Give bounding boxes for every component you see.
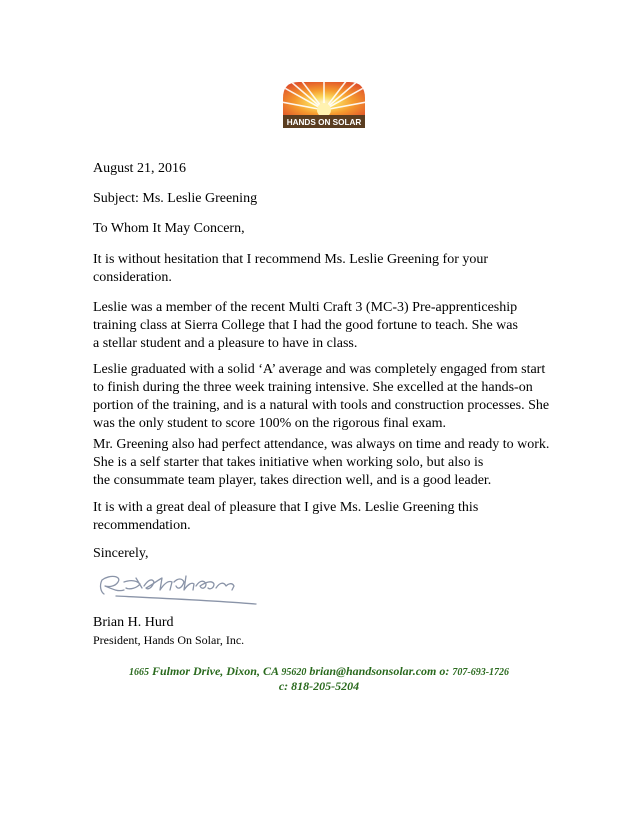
- signer-title: President, Hands On Solar, Inc.: [93, 633, 245, 647]
- paragraph-line: Mr. Greening also had perfect attendance, was always on time and ready to work.: [93, 437, 550, 452]
- street: Fulmor Drive, Dixon, CA: [151, 664, 279, 678]
- hands-on-solar-logo: [281, 80, 367, 129]
- paragraph-line: was the only student to score 100% on the rigorous final exam.: [93, 416, 447, 431]
- paragraph-line: a stellar student and a pleasure to have in class.: [93, 336, 358, 351]
- paragraph-line: It is without hesitation that I recommend Ms. Leslie Greening for your: [93, 252, 489, 267]
- paragraph-3: [93, 361, 549, 433]
- sun-logo-icon: [281, 80, 367, 129]
- letter-date: August 21, 2016: [93, 161, 186, 176]
- paragraph-line: training class at Sierra College that I had the good fortune to teach. She was: [93, 318, 518, 333]
- paragraph-1: [93, 251, 488, 287]
- signer-name: Brian H. Hurd: [93, 615, 174, 630]
- paragraph-line: consideration.: [93, 270, 172, 285]
- paragraph-line: Leslie graduated with a solid ‘A’ average and was completely engaged from start: [93, 362, 546, 377]
- zip: 95620: [281, 667, 307, 678]
- paragraph-line: She is a self starter that takes initiative when working solo, but also is: [93, 455, 484, 470]
- paragraph-2: [93, 299, 518, 353]
- office-phone: 707-693-1726: [452, 667, 510, 678]
- footer-cell: c: 818-205-5204: [278, 679, 360, 693]
- office-label: o:: [439, 664, 450, 678]
- paragraph-line: recommendation.: [93, 518, 191, 533]
- letter-salutation: To Whom It May Concern,: [93, 221, 245, 236]
- letter-closing: Sincerely,: [93, 546, 149, 561]
- paragraph-line: It is with a great deal of pleasure that I give Ms. Leslie Greening this: [93, 500, 479, 515]
- street-number: 1665: [128, 667, 149, 678]
- paragraph-line: to finish during the three week training intensive. She excelled at the hands-on: [93, 380, 533, 395]
- paragraph-line: the consummate team player, takes direction well, and is a good leader.: [93, 473, 492, 488]
- signature: [96, 568, 262, 612]
- logo-text: HANDS ON SOLAR: [286, 118, 362, 127]
- paragraph-5: [93, 499, 478, 535]
- paragraph-line: portion of the training, and is a natural with tools and construction processes. She: [93, 398, 550, 413]
- paragraph-line: Leslie was a member of the recent Multi Craft 3 (MC-3) Pre-apprenticeship: [93, 300, 518, 315]
- signature-icon: [96, 568, 262, 612]
- paragraph-4: [93, 436, 549, 490]
- email[interactable]: brian@handsonsolar.com: [309, 664, 437, 678]
- footer-address-line: [0, 664, 638, 680]
- letter-subject: Subject: Ms. Leslie Greening: [93, 191, 258, 206]
